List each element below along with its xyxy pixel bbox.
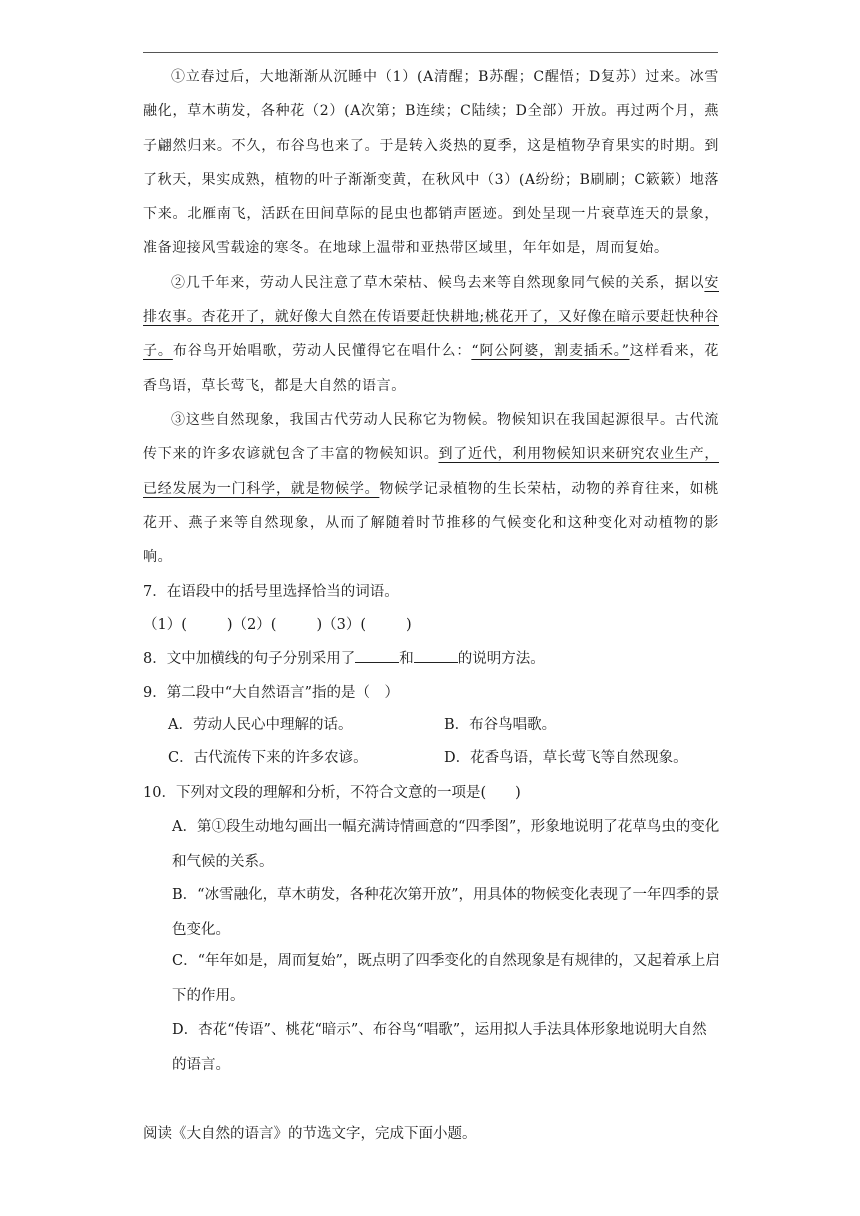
paragraph-1: ①立春过后，大地渐渐从沉睡中（1）(A清醒；B苏醒；C醒悟；D复苏）过来。冰雪融化，草木萌发，各种花（2）(A次第；B连续；C陆续；D全部）开放。再过两个月，燕子翩然归来。不久，布谷鸟也来了。于是转入炎热的夏季，这是植物孕育果实的时期。到了秋天，果实成熟，植物的叶子渐渐变黄，在秋风中（3）(A纷纷；B刷刷；C簌簌）地落下来。北雁南飞，活跃在田间草际的昆虫也都销声匿迹。到处呈现一片衰草连天的景象，准备迎接风雪载途的寒冬。在地球上温带和亚热带区域里，年年如是，周而复始。 — [143, 69, 719, 257]
question-9-stem: 9．第二段中“大自然语言”指的是（ ） — [143, 685, 400, 701]
question-7-answer-line — [143, 615, 743, 635]
q7-blank-2-label: )（2）( — [226, 617, 277, 633]
underlined-sentence-3: “阿公阿婆，割麦插禾。” — [471, 343, 630, 360]
q9-option-a[interactable]: A．劳动人民心中理解的话。 — [168, 717, 353, 733]
q10-option-d[interactable]: D．杏花“传语”、桃花“暗示”、布谷鸟“唱歌”，运用拟人手法具体形象地说明大自然的语言。 — [172, 1022, 707, 1073]
question-10-stem: 10．下列对文段的理解和分析，不符合文意的一项是( ) — [143, 785, 521, 801]
paragraph-3 — [143, 403, 719, 574]
p2-text-d: 这样看来，花香鸟语，草长莺飞，都是大自然的语言。 — [143, 343, 720, 394]
q8-mid: 和 — [399, 651, 414, 667]
p2-text-a: ②几千年来，劳动人民注意了草木荣枯、候鸟去来等自然现象同气候的关系，据以 — [171, 274, 705, 291]
q8-post: 的说明方法。 — [457, 651, 545, 667]
next-section-instruction: 阅读《大自然的语言》的节选文字，完成下面小题。 — [143, 1126, 477, 1142]
reading-passage — [143, 60, 719, 574]
q7-blank-1-label: （1）( — [143, 617, 187, 633]
q10-option-b[interactable]: B．“冰雪融化，草木萌发，各种花次第开放”，用具体的物候变化表现了一年四季的景色变化。 — [172, 887, 720, 938]
underlined-sentence-1: 安排农事。 — [143, 274, 719, 326]
q8-answer-blank-1[interactable] — [355, 648, 399, 663]
q10-option-a[interactable]: A．第①段生动地勾画出一幅充满诗情画意的“四季图”，形象地说明了花草鸟虫的变化和气候的关系。 — [172, 819, 720, 870]
p3-text-b: 物候学记录植物的生长荣枯，动物的养育往来，如桃花开、燕子来等自然现象，从而了解随着时节推移的气候变化和这种变化对动植物的影响。 — [143, 480, 719, 566]
q9-options-row-1 — [168, 715, 728, 735]
q7-blank-close: ) — [405, 617, 412, 633]
q7-blank-3-label: )（3）( — [316, 617, 366, 633]
q9-options-row-2 — [168, 748, 728, 768]
p2-text-c: 布谷鸟开始唱歌，劳动人民懂得它在唱什么： — [172, 343, 472, 360]
question-8 — [143, 648, 743, 669]
underlined-sentence-2: 杏花开了，就好像大自然在传语要赶快耕地;桃花开了，又好像在暗示要赶快种谷子。 — [143, 309, 719, 360]
underlined-sentence-4: 到了近代，利用物候知识来研究农业生产，已经发展为一门科学，就是物候学。 — [143, 446, 719, 497]
q8-pre: 8．文中加横线的句子分别采用了 — [143, 651, 356, 667]
header-rule — [143, 52, 718, 53]
q9-option-d[interactable]: D．花香鸟语，草长莺飞等自然现象。 — [444, 750, 688, 766]
q9-option-b[interactable]: B．布谷鸟唱歌。 — [444, 717, 557, 733]
q9-option-c[interactable]: C．古代流传下来的许多农谚。 — [168, 750, 368, 766]
q10-option-c[interactable]: C．“年年如是，周而复始”，既点明了四季变化的自然现象是有规律的，又起着承上启下的作用。 — [172, 953, 720, 1004]
paragraph-2 — [143, 266, 719, 403]
question-7-stem: 7．在语段中的括号里选择恰当的词语。 — [143, 584, 399, 600]
p3-text-a: ③这些自然现象，我国古代劳动人民称它为物候。物候知识在我国起源很早。古代流传下来的许多农谚就包含了丰富的物候知识。 — [143, 411, 719, 463]
q8-answer-blank-2[interactable] — [414, 648, 458, 663]
